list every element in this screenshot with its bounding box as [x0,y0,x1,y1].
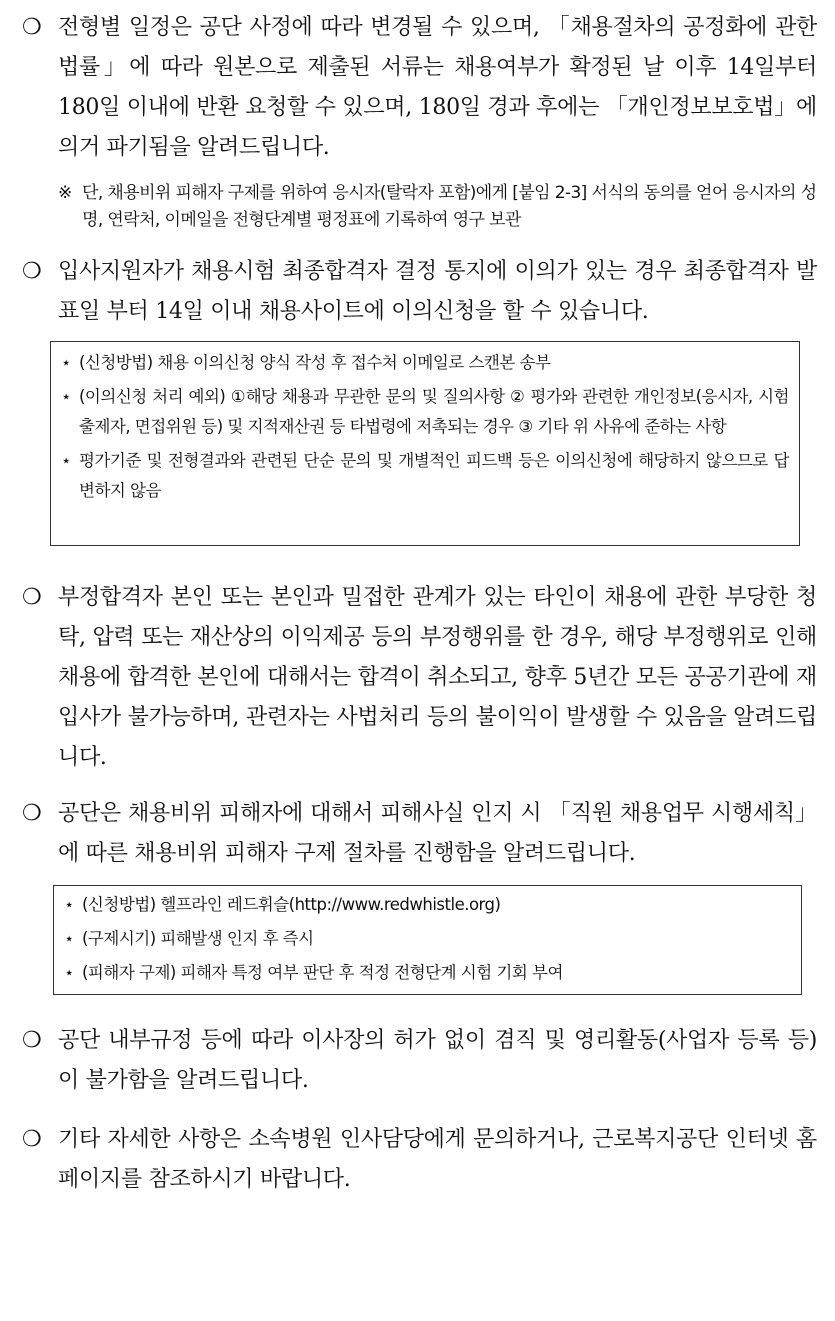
box-item: ⋆ (피해자 구제) 피해자 특정 여부 판단 후 적정 전형단계 시험 기회 부여 [64,958,791,988]
star-bullet-icon: ⋆ [61,451,71,470]
star-bullet-icon: ⋆ [61,353,71,372]
box-item: ⋆ 평가기준 및 전형결과와 관련된 단순 문의 및 개별적인 피드백 등은 이의신청에 해당하지 않으므로 답변하지 않음 [61,446,789,506]
circle-bullet-icon: ❍ [22,15,42,40]
paragraph-text: 부정합격자 본인 또는 본인과 밀접한 관계가 있는 타인이 채용에 관한 부당한 청탁, 압력 또는 재산상의 이익제공 등의 부정행위를 한 경우, 해당 부정행위로 인해 채용에 합격한 본인에 대해서는 합격이 취소되고, 향후 5년간 모든 공공기관에 재입사가 불가능하며, 관련자는 사법처리 등의 불이익이 발생할 수 있음을 알려드립니다. [58,585,817,770]
star-bullet-icon: ⋆ [64,929,74,948]
box-item: ⋆ (구제시기) 피해발생 인지 후 즉시 [64,924,791,954]
victim-relief-box [53,885,802,995]
reference-mark-icon: ※ [58,183,72,203]
circle-bullet-icon: ❍ [22,259,42,284]
star-bullet-icon: ⋆ [64,963,74,982]
box-item: ⋆ (신청방법) 헬프라인 레드휘슬(http://www.redwhistle.org) [64,890,791,920]
circle-bullet-icon: ❍ [22,801,42,826]
box-item: ⋆ (이의신청 처리 예외) ①해당 채용과 무관한 문의 및 질의사항 ② 평가와 관련한 개인정보(응시자, 시험출제자, 면접위원 등) 및 지적재산권 등 타법령에 저촉되는 경우 ③ 기타 위 사유에 준하는 사항 [61,382,789,442]
notice-paragraph-schedule [22,8,817,168]
notice-paragraph-side-job [22,1021,817,1101]
notice-paragraph-objection [22,252,817,332]
notice-paragraph-fraud [22,578,817,778]
notice-paragraph-victim-relief [22,794,817,874]
paragraph-text: 전형별 일정은 공단 사정에 따라 변경될 수 있으며, 「채용절차의 공정화에 관한 법률」에 따라 원본으로 제출된 서류는 채용여부가 확정된 날 이후 14일부터 180일 이내에 반환 요청할 수 있으며, 180일 경과 후에는 「개인정보보호법」에 의거 파기됨을 알려드립니다. [58,15,817,160]
paragraph-text: 기타 자세한 사항은 소속병원 인사담당에게 문의하거나, 근로복지공단 인터넷 홈페이지를 참조하시기 바랍니다. [58,1127,817,1192]
star-bullet-icon: ⋆ [61,387,71,406]
star-bullet-icon: ⋆ [64,895,74,914]
note-consent [58,180,818,234]
circle-bullet-icon: ❍ [22,1028,42,1053]
circle-bullet-icon: ❍ [22,1127,42,1152]
notice-paragraph-contact [22,1120,817,1200]
paragraph-text: 공단 내부규정 등에 따라 이사장의 허가 없이 겸직 및 영리활동(사업자 등록 등)이 불가함을 알려드립니다. [58,1028,817,1093]
note-text: 단, 채용비위 피해자 구제를 위하여 응시자(탈락자 포함)에게 [붙임 2-3] 서식의 동의를 얻어 응시자의 성명, 연락처, 이메일을 전형단계별 평정표에 기록하여 영구 보관 [82,183,817,230]
box-item: ⋆ (신청방법) 채용 이의신청 양식 작성 후 접수처 이메일로 스캔본 송부 [61,348,789,378]
paragraph-text: 공단은 채용비위 피해자에 대해서 피해사실 인지 시 「직원 채용업무 시행세칙」에 따른 채용비위 피해자 구제 절차를 진행함을 알려드립니다. [58,801,817,866]
objection-info-box [50,341,800,546]
circle-bullet-icon: ❍ [22,585,42,610]
paragraph-text: 입사지원자가 채용시험 최종합격자 결정 통지에 이의가 있는 경우 최종합격자 발표일 부터 14일 이내 채용사이트에 이의신청을 할 수 있습니다. [58,259,817,324]
